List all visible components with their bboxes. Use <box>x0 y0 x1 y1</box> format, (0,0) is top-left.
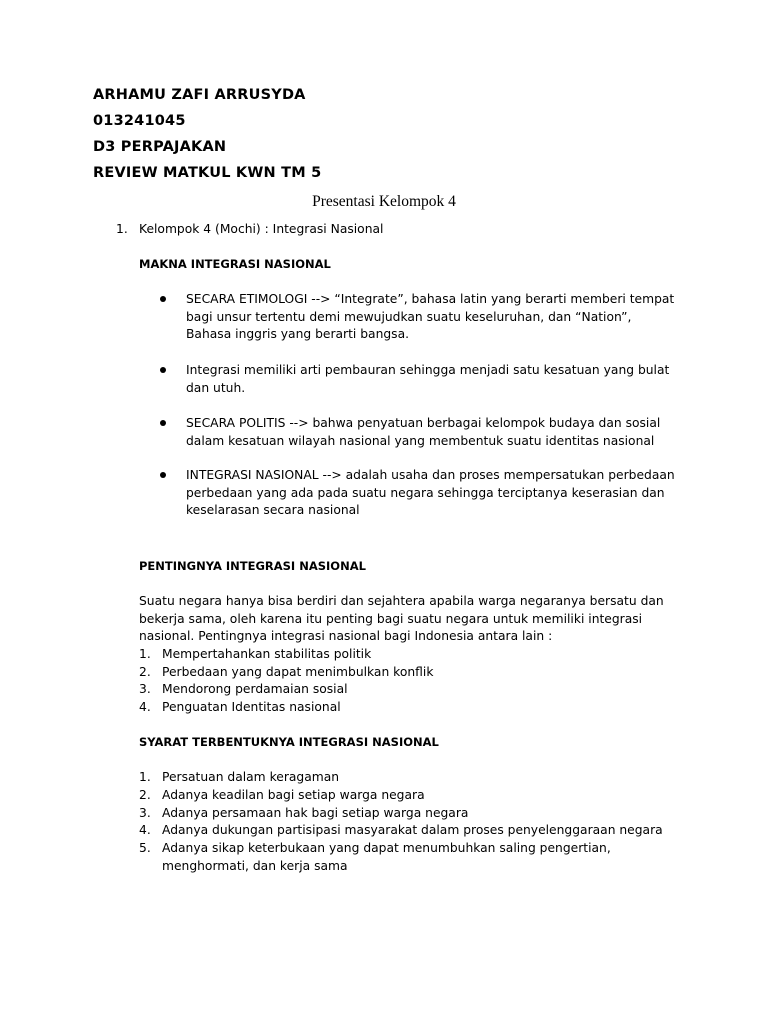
course-title: REVIEW MATKUL KWN TM 5 <box>93 165 322 181</box>
document-title: Presentasi Kelompok 4 <box>312 193 456 210</box>
outer-list-text: Kelompok 4 (Mochi) : Integrasi Nasional <box>139 222 384 236</box>
study-program: D3 PERPAJAKAN <box>93 139 227 155</box>
list-number: 3. <box>139 682 151 696</box>
bullet-icon <box>160 472 166 478</box>
list-text: Persatuan dalam keragaman <box>162 770 340 784</box>
list-text: Mempertahankan stabilitas politik <box>162 647 372 661</box>
list-number: 2. <box>139 665 151 679</box>
list-number: 5. <box>139 841 151 855</box>
list-item <box>160 362 700 398</box>
list-text: Perbedaan yang dapat menimbulkan konflik <box>162 665 434 679</box>
bullet-text: SECARA ETIMOLOGI --> “Integrate”, bahasa latin yang berarti memberi tempat bagi unsur tertentu demi mewujudkan suatu keseluruhan, dan “Nation”, Bahasa inggris yang berarti bangsa. <box>186 292 675 342</box>
section-heading-makna: MAKNA INTEGRASI NASIONAL <box>139 257 331 271</box>
list-item <box>160 467 700 521</box>
bullet-text: SECARA POLITIS --> bahwa penyatuan berbagai kelompok budaya dan sosial dalam kesatuan wilayah nasional yang membentuk suatu identitas nasional <box>186 416 661 448</box>
list-number: 3. <box>139 806 151 820</box>
list-item <box>160 415 700 451</box>
list-number: 1. <box>139 770 151 784</box>
list-item <box>160 291 700 345</box>
list-text: Penguatan Identitas nasional <box>162 700 341 714</box>
list-text: Adanya dukungan partisipasi masyarakat dalam proses penyelenggaraan negara <box>162 823 663 837</box>
list-text: Mendorong perdamaian sosial <box>162 682 348 696</box>
bullet-icon <box>160 367 166 373</box>
list-text: Adanya persamaan hak bagi setiap warga negara <box>162 806 469 820</box>
bullet-text: INTEGRASI NASIONAL --> adalah usaha dan proses mempersatukan perbedaan perbedaan yang ada pada suatu negara sehingga terciptanya keserasian dan keselarasan secara nasional <box>186 468 675 518</box>
bullet-text: Integrasi memiliki arti pembauran sehingga menjadi satu kesatuan yang bulat dan utuh. <box>186 363 670 395</box>
author-name: ARHAMU ZAFI ARRUSYDA <box>93 87 306 103</box>
list-number: 4. <box>139 823 151 837</box>
outer-list-number: 1. <box>116 222 128 236</box>
bullet-icon <box>160 296 166 302</box>
list-number: 1. <box>139 647 151 661</box>
list-text: Adanya keadilan bagi setiap warga negara <box>162 788 425 802</box>
list-number: 4. <box>139 700 151 714</box>
bullet-icon <box>160 420 166 426</box>
section-paragraph: Suatu negara hanya bisa berdiri dan sejahtera apabila warga negaranya bersatu dan bekerja sama, oleh karena itu penting bagi suatu negara untuk memiliki integrasi nasional. Pentingnya integrasi nasional bagi Indonesia antara lain : <box>139 594 664 644</box>
student-id: 013241045 <box>93 113 186 129</box>
section-heading-pentingnya: PENTINGNYA INTEGRASI NASIONAL <box>139 559 366 573</box>
list-text: Adanya sikap keterbukaan yang dapat menumbuhkan saling pengertian, menghormati, dan kerja sama <box>162 841 611 873</box>
list-number: 2. <box>139 788 151 802</box>
section-heading-syarat: SYARAT TERBENTUKNYA INTEGRASI NASIONAL <box>139 735 439 749</box>
